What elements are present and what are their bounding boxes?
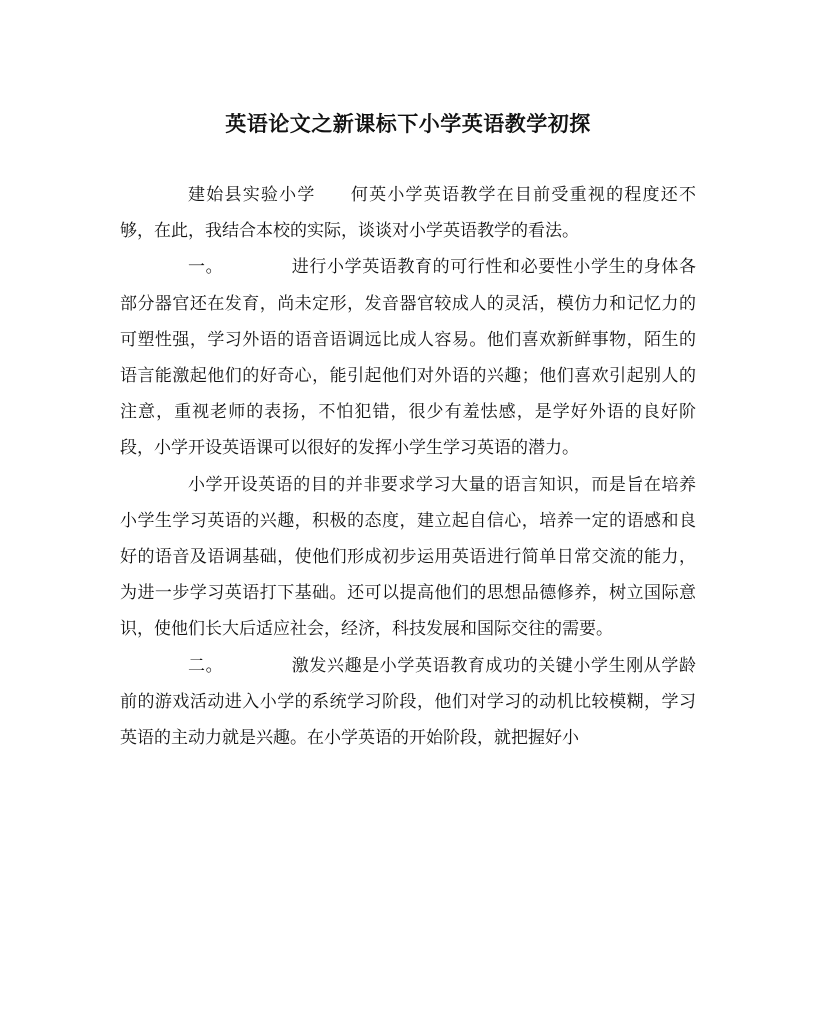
section-number: 二。 bbox=[188, 655, 224, 676]
paragraph-text: 何英小学英语教学在目前受重视的程度还不够，在此，我结合本校的实际，谈谈对小学英语教学的看法。 bbox=[120, 185, 697, 242]
paragraph-text: 进行小学英语教育的可行性和必要性小学生的身体各部分器官还在发育，尚未定形，发音器官较成人的灵活，模仿力和记忆力的可塑性强，学习外语的语音语调远比成人容易。他们喜欢新鲜事物，陌生的语言能激起他们的好奇心，能引起他们对外语的兴趣；他们喜欢引起别人的注意，重视老师的表扬，不怕犯错，很少有羞怯感，是学好外语的良好阶段，小学开设英语课可以很好的发挥小学生学习英语的潜力。 bbox=[120, 257, 697, 459]
paragraph-section-1 bbox=[120, 249, 696, 466]
paragraph-intro bbox=[120, 177, 696, 249]
paragraph-text: 小学开设英语的目的并非要求学习大量的语言知识，而是旨在培养小学生学习英语的兴趣，积极的态度，建立起自信心，培养一定的语感和良好的语音及语调基础，使他们形成初步运用英语进行简单日常交流的能力，为进一步学习英语打下基础。还可以提高他们的思想品德修养，树立国际意识，使他们长大后适应社会，经济，科技发展和国际交往的需要。 bbox=[120, 474, 696, 640]
section-number: 一。 bbox=[188, 257, 224, 278]
paragraph-section-2 bbox=[120, 648, 696, 757]
paragraph-lead: 建始县实验小学 bbox=[188, 185, 316, 205]
document-body bbox=[120, 177, 696, 756]
document-title: 英语论文之新课标下小学英语教学初探 bbox=[225, 111, 591, 136]
paragraph-text: 激发兴趣是小学英语教育成功的关键小学生刚从学龄前的游戏活动进入小学的系统学习阶段，他们对学习的动机比较模糊，学习英语的主动力就是兴趣。在小学英语的开始阶段，就把握好小 bbox=[120, 655, 697, 749]
paragraph-purpose bbox=[120, 467, 696, 648]
